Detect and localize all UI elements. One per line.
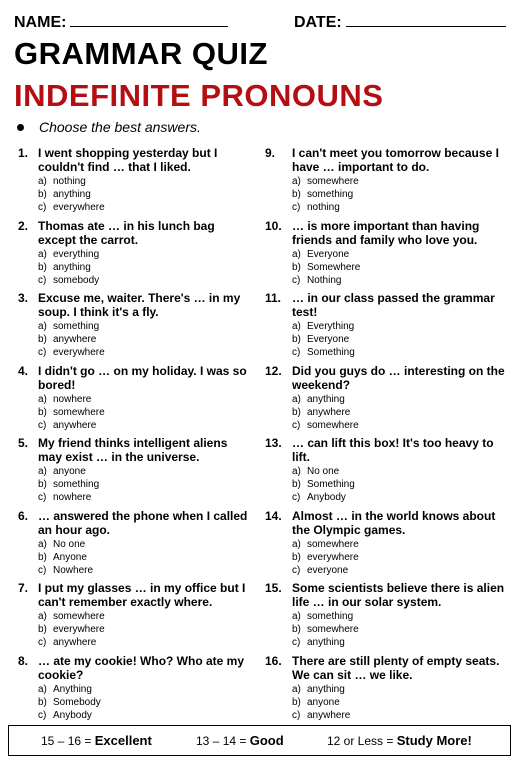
option-letter: b) [38, 696, 47, 708]
answer-option[interactable] [292, 478, 505, 491]
page-subtitle: INDEFINITE PRONOUNS [14, 78, 384, 113]
question-text: Almost … in the world knows about the Olympic games. [292, 508, 496, 537]
option-letter: b) [38, 406, 47, 418]
option-letter: c) [292, 419, 301, 431]
option-text: somewhere [307, 419, 359, 431]
option-letter: a) [38, 393, 47, 405]
option-letter: a) [292, 683, 301, 695]
answer-option[interactable] [38, 320, 250, 333]
score-good [196, 733, 284, 748]
answer-option[interactable] [292, 406, 505, 419]
option-text: Nowhere [53, 564, 94, 576]
question-text: … can lift this box! It's too heavy to lift. [292, 436, 494, 464]
option-letter: a) [292, 321, 301, 332]
answer-option[interactable] [292, 261, 505, 274]
answer-options [292, 248, 505, 287]
answer-option[interactable] [292, 551, 505, 564]
question-text: … is more important than having friends and family who love you. [292, 218, 480, 247]
option-text: Everyone [307, 248, 350, 260]
question-number: 4. [18, 363, 29, 378]
option-text: Somewhere [307, 261, 361, 273]
option-text: somewhere [307, 624, 359, 635]
option-text: anything [53, 189, 91, 200]
answer-option[interactable] [292, 709, 505, 722]
answer-option[interactable] [292, 201, 505, 214]
option-text: somebody [53, 274, 100, 286]
option-text: something [53, 321, 100, 332]
question-number: 12. [265, 363, 282, 378]
question-text: … answered the phone when I called an hour ago. [38, 508, 248, 537]
question-item [18, 654, 250, 727]
option-text: anything [307, 637, 345, 648]
option-letter: c) [292, 274, 301, 286]
option-letter: b) [292, 189, 301, 200]
answer-option[interactable] [292, 333, 505, 346]
option-text: something [307, 611, 354, 622]
option-letter: b) [292, 479, 301, 490]
answer-option[interactable] [38, 538, 250, 551]
question-number: 16. [265, 653, 282, 668]
answer-options [38, 393, 250, 432]
answer-option[interactable] [292, 248, 505, 261]
option-letter: a) [292, 538, 301, 550]
option-text: everywhere [307, 551, 359, 563]
option-text: Anything [53, 683, 92, 695]
answer-options [292, 175, 505, 214]
answer-option[interactable] [38, 333, 250, 346]
option-letter: c) [292, 202, 301, 213]
answer-options [38, 465, 250, 504]
score-label: Study More! [396, 733, 472, 748]
option-letter: b) [292, 334, 301, 345]
option-text: No one [53, 538, 86, 550]
option-letter: a) [38, 248, 47, 260]
option-text: Something [307, 347, 355, 358]
answer-option[interactable] [38, 551, 250, 564]
score-excellent [41, 733, 152, 748]
answer-option[interactable] [292, 564, 505, 577]
answer-option[interactable] [292, 419, 505, 432]
option-letter: c) [38, 419, 47, 431]
question-item [265, 654, 505, 727]
answer-options [38, 175, 250, 214]
question-number: 7. [18, 581, 29, 595]
option-text: something [53, 479, 100, 490]
answer-option[interactable] [292, 188, 505, 201]
option-text: Nothing [307, 274, 342, 286]
option-letter: b) [292, 551, 301, 563]
option-text: anything [307, 393, 345, 405]
question-text: I can't meet you tomorrow because I have … important to do. [292, 146, 499, 174]
scoring-box [8, 725, 511, 756]
question-text: Excuse me, waiter. There's … in my soup. I think it's a fly. [38, 291, 241, 319]
option-letter: b) [38, 261, 47, 273]
question-number: 2. [18, 218, 29, 233]
answer-option[interactable] [292, 274, 505, 287]
option-text: Everything [307, 321, 355, 332]
option-letter: c) [292, 564, 301, 576]
question-item [18, 509, 250, 582]
option-text: anyone [53, 466, 86, 477]
answer-option[interactable] [38, 683, 250, 696]
instructions-text: Choose the best answers. [39, 119, 201, 135]
answer-option[interactable] [292, 683, 505, 696]
option-text: anywhere [53, 637, 97, 648]
answer-option[interactable] [38, 188, 250, 201]
question-number: 8. [18, 653, 29, 668]
answer-option[interactable] [292, 346, 505, 359]
option-text: Anyone [53, 551, 87, 563]
answer-option[interactable] [292, 320, 505, 333]
option-letter: b) [38, 334, 47, 345]
answer-option[interactable] [292, 175, 505, 188]
date-label: DATE: [294, 14, 342, 31]
question-item [265, 581, 505, 654]
question-text: I didn't go … on my holiday. I was so bored! [38, 363, 247, 392]
option-text: nothing [307, 202, 340, 213]
option-text: Anybody [307, 492, 346, 503]
questions-right-column [265, 146, 505, 726]
answer-options [292, 320, 505, 359]
option-letter: b) [292, 624, 301, 635]
question-item [265, 219, 505, 292]
option-letter: b) [292, 406, 301, 418]
answer-option[interactable] [38, 709, 250, 722]
question-item [18, 436, 250, 509]
option-text: anything [307, 683, 345, 695]
answer-option[interactable] [38, 201, 250, 214]
name-label: NAME: [14, 14, 67, 31]
question-item [265, 436, 505, 509]
instructions [14, 119, 201, 135]
option-text: anything [53, 261, 91, 273]
answer-option[interactable] [38, 393, 250, 406]
option-letter: a) [292, 176, 301, 187]
question-item [18, 219, 250, 292]
answer-option[interactable] [292, 393, 505, 406]
option-letter: a) [38, 466, 47, 477]
option-text: nowhere [53, 492, 92, 503]
question-number: 14. [265, 508, 282, 523]
option-text: somewhere [53, 406, 105, 418]
question-item [18, 291, 250, 364]
score-range: 13 – 14 = [196, 734, 247, 748]
answer-option[interactable] [38, 248, 250, 261]
score-study-more [327, 733, 472, 748]
option-text: somewhere [53, 611, 105, 622]
name-line[interactable] [70, 11, 228, 27]
question-item [18, 581, 250, 654]
option-letter: c) [38, 347, 47, 358]
option-text: anywhere [53, 419, 97, 431]
answer-option[interactable] [38, 175, 250, 188]
answer-options [292, 683, 505, 722]
score-range: 15 – 16 = [41, 734, 92, 748]
question-number: 1. [18, 146, 29, 160]
answer-option[interactable] [38, 419, 250, 432]
answer-option[interactable] [38, 491, 250, 504]
option-text: nowhere [53, 393, 92, 405]
header [14, 11, 509, 31]
option-letter: c) [292, 347, 301, 358]
question-text: … ate my cookie! Who? Who ate my cookie? [38, 653, 245, 682]
option-letter: a) [38, 321, 47, 332]
option-letter: c) [38, 492, 47, 503]
date-field[interactable] [294, 11, 506, 33]
answer-option[interactable] [38, 636, 250, 649]
option-text: Everyone [307, 334, 350, 345]
answer-option[interactable] [38, 406, 250, 419]
score-range: 12 or Less = [327, 734, 394, 748]
option-letter: c) [38, 637, 47, 648]
option-letter: a) [38, 683, 47, 695]
question-number: 6. [18, 508, 29, 523]
option-text: nothing [53, 176, 86, 187]
option-letter: a) [292, 393, 301, 405]
question-text: Some scientists believe there is alien life … in our solar system. [292, 581, 505, 609]
question-number: 13. [265, 436, 282, 450]
answer-options [38, 320, 250, 359]
answer-option[interactable] [38, 478, 250, 491]
question-item [265, 364, 505, 437]
question-text: There are still plenty of empty seats. We can sit … we like. [292, 653, 500, 682]
answer-option[interactable] [38, 465, 250, 478]
question-item [265, 509, 505, 582]
question-text: Did you guys do … interesting on the weekend? [292, 363, 505, 392]
answer-option[interactable] [38, 696, 250, 709]
answer-option[interactable] [292, 610, 505, 623]
answer-options [292, 465, 505, 504]
option-text: anywhere [307, 709, 351, 721]
name-field[interactable] [14, 11, 228, 33]
option-letter: c) [38, 274, 47, 286]
page-title: GRAMMAR QUIZ [14, 36, 268, 71]
answer-options [38, 538, 250, 577]
answer-option[interactable] [38, 623, 250, 636]
option-letter: b) [38, 551, 47, 563]
questions-left-column [18, 146, 250, 726]
answer-options [38, 610, 250, 649]
question-item [18, 146, 250, 219]
answer-option[interactable] [38, 610, 250, 623]
question-text: … in our class passed the grammar test! [292, 291, 495, 319]
option-letter: b) [38, 479, 47, 490]
option-letter: b) [38, 624, 47, 635]
question-number: 9. [265, 146, 276, 160]
question-number: 3. [18, 291, 29, 305]
question-number: 5. [18, 436, 29, 450]
option-letter: c) [292, 492, 301, 503]
option-letter: c) [292, 637, 301, 648]
option-letter: c) [38, 709, 47, 721]
score-label: Excellent [94, 733, 152, 748]
answer-option[interactable] [292, 491, 505, 504]
option-text: everywhere [53, 624, 105, 635]
option-text: somewhere [307, 538, 359, 550]
question-item [18, 364, 250, 437]
answer-option[interactable] [292, 623, 505, 636]
answer-option[interactable] [38, 261, 250, 274]
question-text: Thomas ate … in his lunch bag except the carrot. [38, 218, 215, 247]
question-number: 10. [265, 218, 282, 233]
option-letter: b) [38, 189, 47, 200]
answer-options [38, 248, 250, 287]
option-letter: a) [38, 538, 47, 550]
option-letter: a) [292, 611, 301, 622]
option-letter: a) [38, 611, 47, 622]
answer-option[interactable] [292, 538, 505, 551]
option-letter: a) [292, 248, 301, 260]
question-item [265, 146, 505, 219]
question-number: 11. [265, 291, 282, 305]
option-letter: b) [292, 261, 301, 273]
option-text: everyone [307, 564, 349, 576]
option-text: anywhere [53, 334, 97, 345]
option-letter: a) [38, 176, 47, 187]
answer-option[interactable] [38, 274, 250, 287]
option-letter: b) [292, 696, 301, 708]
question-text: I put my glasses … in my office but I can't remember exactly where. [38, 581, 246, 609]
option-text: something [307, 189, 354, 200]
option-letter: c) [38, 564, 47, 576]
answer-option[interactable] [38, 564, 250, 577]
date-line[interactable] [346, 11, 506, 27]
answer-options [38, 683, 250, 722]
option-text: anyone [307, 696, 340, 708]
answer-option[interactable] [292, 465, 505, 478]
answer-option[interactable] [292, 696, 505, 709]
answer-option[interactable] [292, 636, 505, 649]
option-text: somewhere [307, 176, 359, 187]
option-letter: c) [292, 709, 301, 721]
answer-options [292, 393, 505, 432]
answer-options [292, 610, 505, 649]
option-text: Something [307, 479, 355, 490]
question-text: My friend thinks intelligent aliens may exist … in the universe. [38, 436, 228, 464]
option-text: Somebody [53, 696, 101, 708]
option-text: everywhere [53, 202, 105, 213]
score-label: Good [249, 733, 284, 748]
option-text: Anybody [53, 709, 92, 721]
bullet-icon [17, 124, 24, 131]
option-text: anywhere [307, 406, 351, 418]
answer-options [292, 538, 505, 577]
option-letter: a) [292, 466, 301, 477]
option-letter: c) [38, 202, 47, 213]
question-text: I went shopping yesterday but I couldn't find … that I liked. [38, 146, 218, 174]
answer-option[interactable] [38, 346, 250, 359]
question-item [265, 291, 505, 364]
option-text: No one [307, 466, 340, 477]
question-number: 15. [265, 581, 282, 595]
option-text: everything [53, 248, 100, 260]
option-text: everywhere [53, 347, 105, 358]
